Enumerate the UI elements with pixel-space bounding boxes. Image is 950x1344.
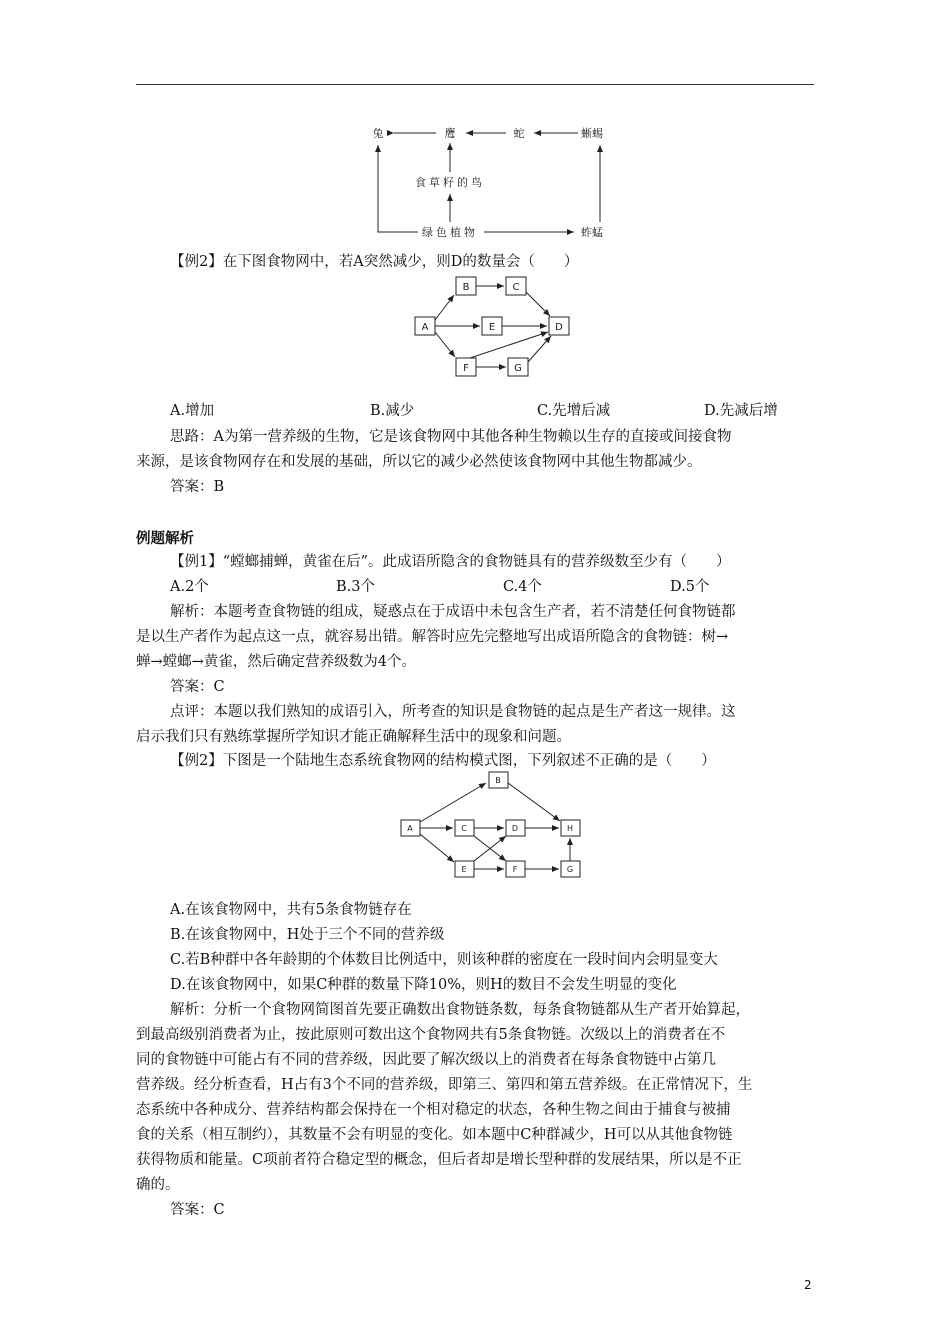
example-1-option-c: C.4个 [503,579,542,595]
example-2b-analysis-line-2: 到最高级别消费者为止，按此原则可数出这个食物网共有5条食物链。次级以上的消费者在不 [136,1027,726,1043]
example-1-answer: 答案：C [170,679,225,695]
node-e [455,861,474,877]
svg-text:E: E [461,865,467,874]
example-2a-option-c: C.先增后减 [537,403,611,419]
node-c [455,820,474,836]
svg-text:F: F [463,363,469,374]
node-d [549,317,569,335]
node-b [489,772,508,788]
example-2a-question: 【例2】在下图食物网中，若A突然减少，则D的数量会（ ） [170,254,579,270]
example-1-analysis-line-2: 是以生产者作为起点这一点，就容易出错。解答时应先完整地写出成语所隐含的食物链：树→ [136,629,729,645]
example-2a-thinking-line-2: 来源，是该食物网存在和发展的基础，所以它的减少必然使该食物网中其他生物都减少。 [136,454,702,470]
example-1-option-d: D.5个 [670,579,710,595]
food-web-diagram-2 [415,277,569,376]
node-a [415,317,435,335]
food-web-diagram-1 [373,126,604,239]
node-f [506,861,525,877]
node-b [456,277,476,295]
edge-plant-rabbit [378,145,418,232]
example-1-analysis-line-3: 蝉→螳螂→黄雀，然后确定营养级数为4个。 [136,654,417,670]
example-2b-option-d: D.在该食物网中，如果C种群的数量下降10%，则H的数目不会发生明显的变化 [170,977,677,993]
example-2a-thinking-line-1: 思路：A为第一营养级的生物，它是该食物网中其他各种生物赖以生存的直接或间接食物 [170,429,732,445]
example-2b-question: 【例2】下图是一个陆地生态系统食物网的结构模式图，下列叙述不正确的是（ ） [170,753,716,769]
example-1-comment-line-1: 点评：本题以我们熟知的成语引入，所考查的知识是食物链的起点是生产者这一规律。这 [170,704,736,720]
node-d [506,820,525,836]
svg-text:B: B [462,282,470,293]
example-2b-analysis-line-1: 解析：分析一个食物网简图首先要正确数出食物链条数，每条食物链都从生产者开始算起， [170,1002,750,1018]
page-number: 2 [804,1278,812,1292]
node-a [401,820,420,836]
svg-text:A: A [421,322,429,333]
svg-text:C: C [512,282,520,293]
example-2b-analysis-line-6: 食的关系（相互制约），其数量不会有明显的变化。如本题中C种群减少，H可以从其他食物链 [136,1127,733,1143]
food-web-diagram-3 [401,772,580,877]
svg-text:A: A [407,824,413,833]
svg-text:H: H [566,824,574,833]
svg-text:E: E [488,322,496,333]
example-2b-option-a: A.在该食物网中，共有5条食物链存在 [170,902,412,918]
example-1-question: 【例1】“螳螂捕蝉，黄雀在后”。此成语所隐含的食物链具有的营养级数至少有（ ） [170,554,731,570]
svg-text:C: C [461,824,467,833]
node-bird: 食草籽的鸟 [415,176,485,189]
example-2b-analysis-line-3: 同的食物链中可能占有不同的营养级，因此要了解次级以上的消费者在每条食物链中占第几 [136,1052,716,1068]
example-1-option-a: A.2个 [170,579,209,595]
svg-text:G: G [566,865,574,874]
example-2b-option-c: C.若B种群中各年龄期的个体数目比例适中，则该种群的密度在一段时间内会明显变大 [170,952,718,968]
node-rabbit: 兔 [372,127,384,140]
example-2b-analysis-line-8: 确的。 [136,1177,180,1193]
svg-text:D: D [555,322,563,333]
section-title: 例题解析 [136,531,194,547]
example-2b-answer: 答案：C [170,1202,225,1218]
example-2b-option-b: B.在该食物网中，H处于三个不同的营养级 [170,927,445,943]
svg-text:D: D [511,824,519,833]
example-2b-analysis-line-4: 营养级。经分析查看，H占有3个不同的营养级，即第三、第四和第五营养级。在正常情况下，生 [136,1077,753,1093]
node-plant: 绿色植物 [422,226,478,239]
example-2b-analysis-line-5: 态系统中各种成分、营养结构都会保持在一个相对稳定的状态，各种生物之间由于捕食与被捕 [136,1102,731,1118]
example-2a-option-d: D.先减后增 [704,403,778,419]
node-g [561,861,580,877]
example-2a-option-b: B.减少 [370,403,415,419]
node-f [456,358,476,376]
node-g [508,358,528,376]
svg-text:G: G [514,363,522,374]
node-eagle: 鹰 [444,127,456,140]
node-lizard: 蜥蜴 [581,127,603,140]
example-2b-analysis-line-7: 获得物质和能量。C项前者符合稳定型的概念，但后者却是增长型种群的发展结果，所以是不正 [136,1152,742,1168]
example-1-comment-line-2: 启示我们只有熟练掌握所学知识才能正确解释生活中的现象和问题。 [136,729,571,745]
example-2a-answer: 答案：B [170,479,225,495]
example-1-option-b: B.3个 [336,579,375,595]
example-1-analysis-line-1: 解析：本题考查食物链的组成，疑惑点在于成语中未包含生产者，若不清楚任何食物链都 [170,604,736,620]
example-2a-option-a: A.增加 [170,403,215,419]
node-h [561,820,580,836]
svg-text:F: F [512,865,518,874]
node-c [506,277,526,295]
node-e [482,317,502,335]
node-snake: 蛇 [513,127,525,140]
node-grasshopper: 蚱蜢 [581,226,603,239]
svg-text:B: B [495,776,501,785]
